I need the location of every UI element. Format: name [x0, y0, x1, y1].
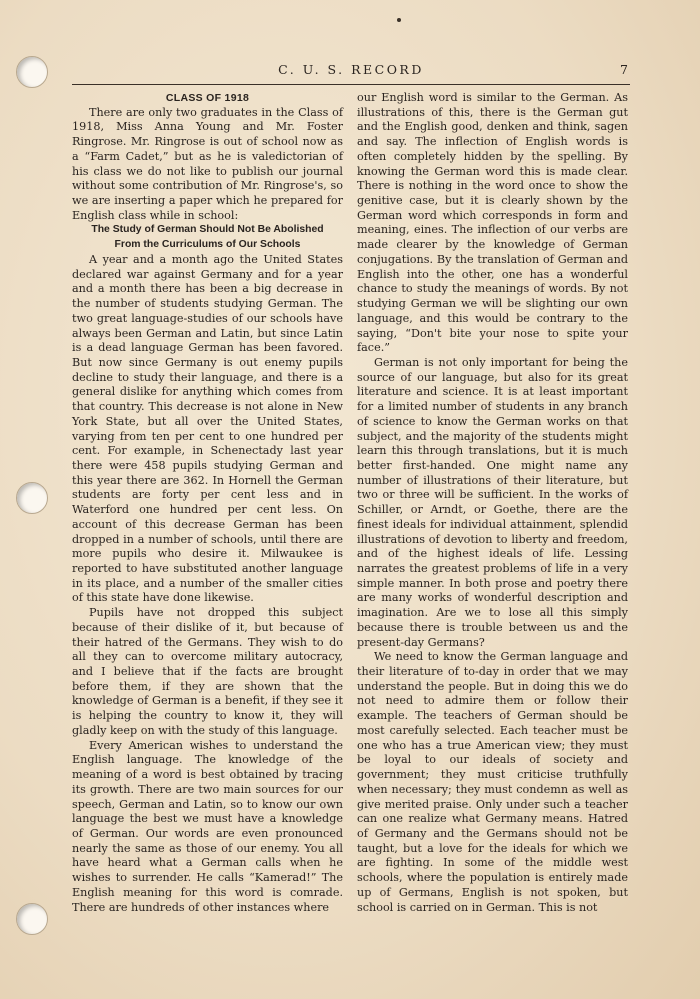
ink-dot — [397, 18, 401, 22]
binder-hole-top — [16, 56, 48, 88]
article-title-line-1: The Study of German Should Not Be Abolished — [91, 224, 324, 236]
left-column — [72, 91, 343, 915]
article-paragraph: A year and a month ago the United States declared war against Germany and for a year and a month there has been a big decrease in the number of students studying German. The two great language-studies of our schools have always been German and Latin, but since Latin is a dead language German has been favored. But now since Germany is out enemy pupils decline to study their language, and there is a general dislike for anything which comes from that country. This decrease is not alone in New York State, but all over the United States, varying from ten per cent to one hundred per cent. For example, in Schenectady last year there were 458 pupils studying German and this year there are 362. In Hornell the German students are forty per cent less and in Waterford one hundred per cent less. On account of this decrease German has been dropped in a number of schools, until there are more pupils who desire it. Milwaukee is reported to have substituted another language in its place, and a number of the smaller cities of this state have done likewise. — [72, 252, 343, 605]
class-heading: CLASS OF 1918 — [165, 92, 250, 104]
binder-hole-middle — [16, 482, 48, 514]
page-number: 7 — [620, 62, 628, 77]
running-header — [72, 62, 630, 85]
intro-paragraph: There are only two graduates in the Class of 1918, Miss Anna Young and Mr. Foster Ringrose. Mr. Ringrose is out of school now as a “Farm Cadet,” but as he is valedictorian of his class we do not like to publish our journal without some contribution of Mr. Ringrose's, so we are inserting a paper which he prepared for English class while in school: — [72, 105, 343, 222]
right-column — [357, 91, 628, 915]
article-paragraph: Every American wishes to understand the English language. The knowledge of the meaning of a word is best obtained by tracing its growth. There are two main sources for our speech, German and Latin, so to know our own language the best we must have a knowledge of German. Our words are even pronounced nearly the same as those of our enemy. You all have heard what a German calls when he wishes to surrender. He calls “Kamerad!” The English meaning for this word is comrade. There are hundreds of other instances where — [72, 738, 343, 914]
article-title-line-2: From the Curriculums of Our Schools — [114, 239, 301, 251]
article-paragraph-continued: our English word is similar to the German. As illustrations of this, there is the German gut and the English good, denken and think, sagen and say. The inflection of English words is often completely hidden by the spelling. By knowing the German word this is made clear. There is nothing in the word once to show the genitive case, but it is clearly shown by the German word which corresponds in form and meaning, eines. The inflection of our verbs are made clearer by the knowledge of German conjugations. By the translation of German and English into the other, one has a wonderful chance to study the meanings of words. By not studying German we will be slighting our own language, and this would be contrary to the saying, “Don't bite your nose to spite your face.” — [357, 91, 628, 355]
binder-hole-bottom — [16, 903, 48, 935]
publication-title: C. U. S. RECORD — [278, 62, 424, 77]
article-paragraph: We need to know the German language and their literature of to-day in order that we may understand the people. But in doing this we do not need to admire them or follow their example. The teachers of German should be most carefully selected. Each teacher must be one who has a true American view; they must be loyal to our ideals of society and government; they must criticise truthfully when necessary; they must condemn as well as give merited praise. Only under such a teacher can one realize what Germany means. Hatred of Germany and the Germans should not be taught, but a love for the ideals for which we are fighting. In some of the middle west schools, where the population is entirely made up of Germans, English is not spoken, but school is carried on in German. This is not — [357, 650, 628, 914]
article-paragraph: German is not only important for being the source of our language, but also for its great literature and science. It is at least important for a limited number of students in any branch of science to know the German works on that subject, and the majority of the students might learn this through translations, but it is much better first-handed. One might name any number of illustrations of their literature, but two or three will be sufficient. In the works of Schiller, or Arndt, or Goethe, there are the finest ideals for individual attainment, splendid illustrations of devotion to liberty and freedom, and of the highest ideals of life. Lessing narrates the greatest problems of life in a very simple manner. In both prose and poetry there are many works of wonderful description and imagination. Are we to lose all this simply because there is trouble between us and the present-day Germans? — [357, 355, 628, 649]
article-paragraph: Pupils have not dropped this subject because of their dislike of it, but because of their hatred of the Germans. They wish to do all they can to overcome military autocracy, and I believe that if the facts are brought before them, if they are shown that the knowledge of German is a benefit, if they see it is helping the country to know it, they will gladly keep on with the study of this language. — [72, 606, 343, 737]
